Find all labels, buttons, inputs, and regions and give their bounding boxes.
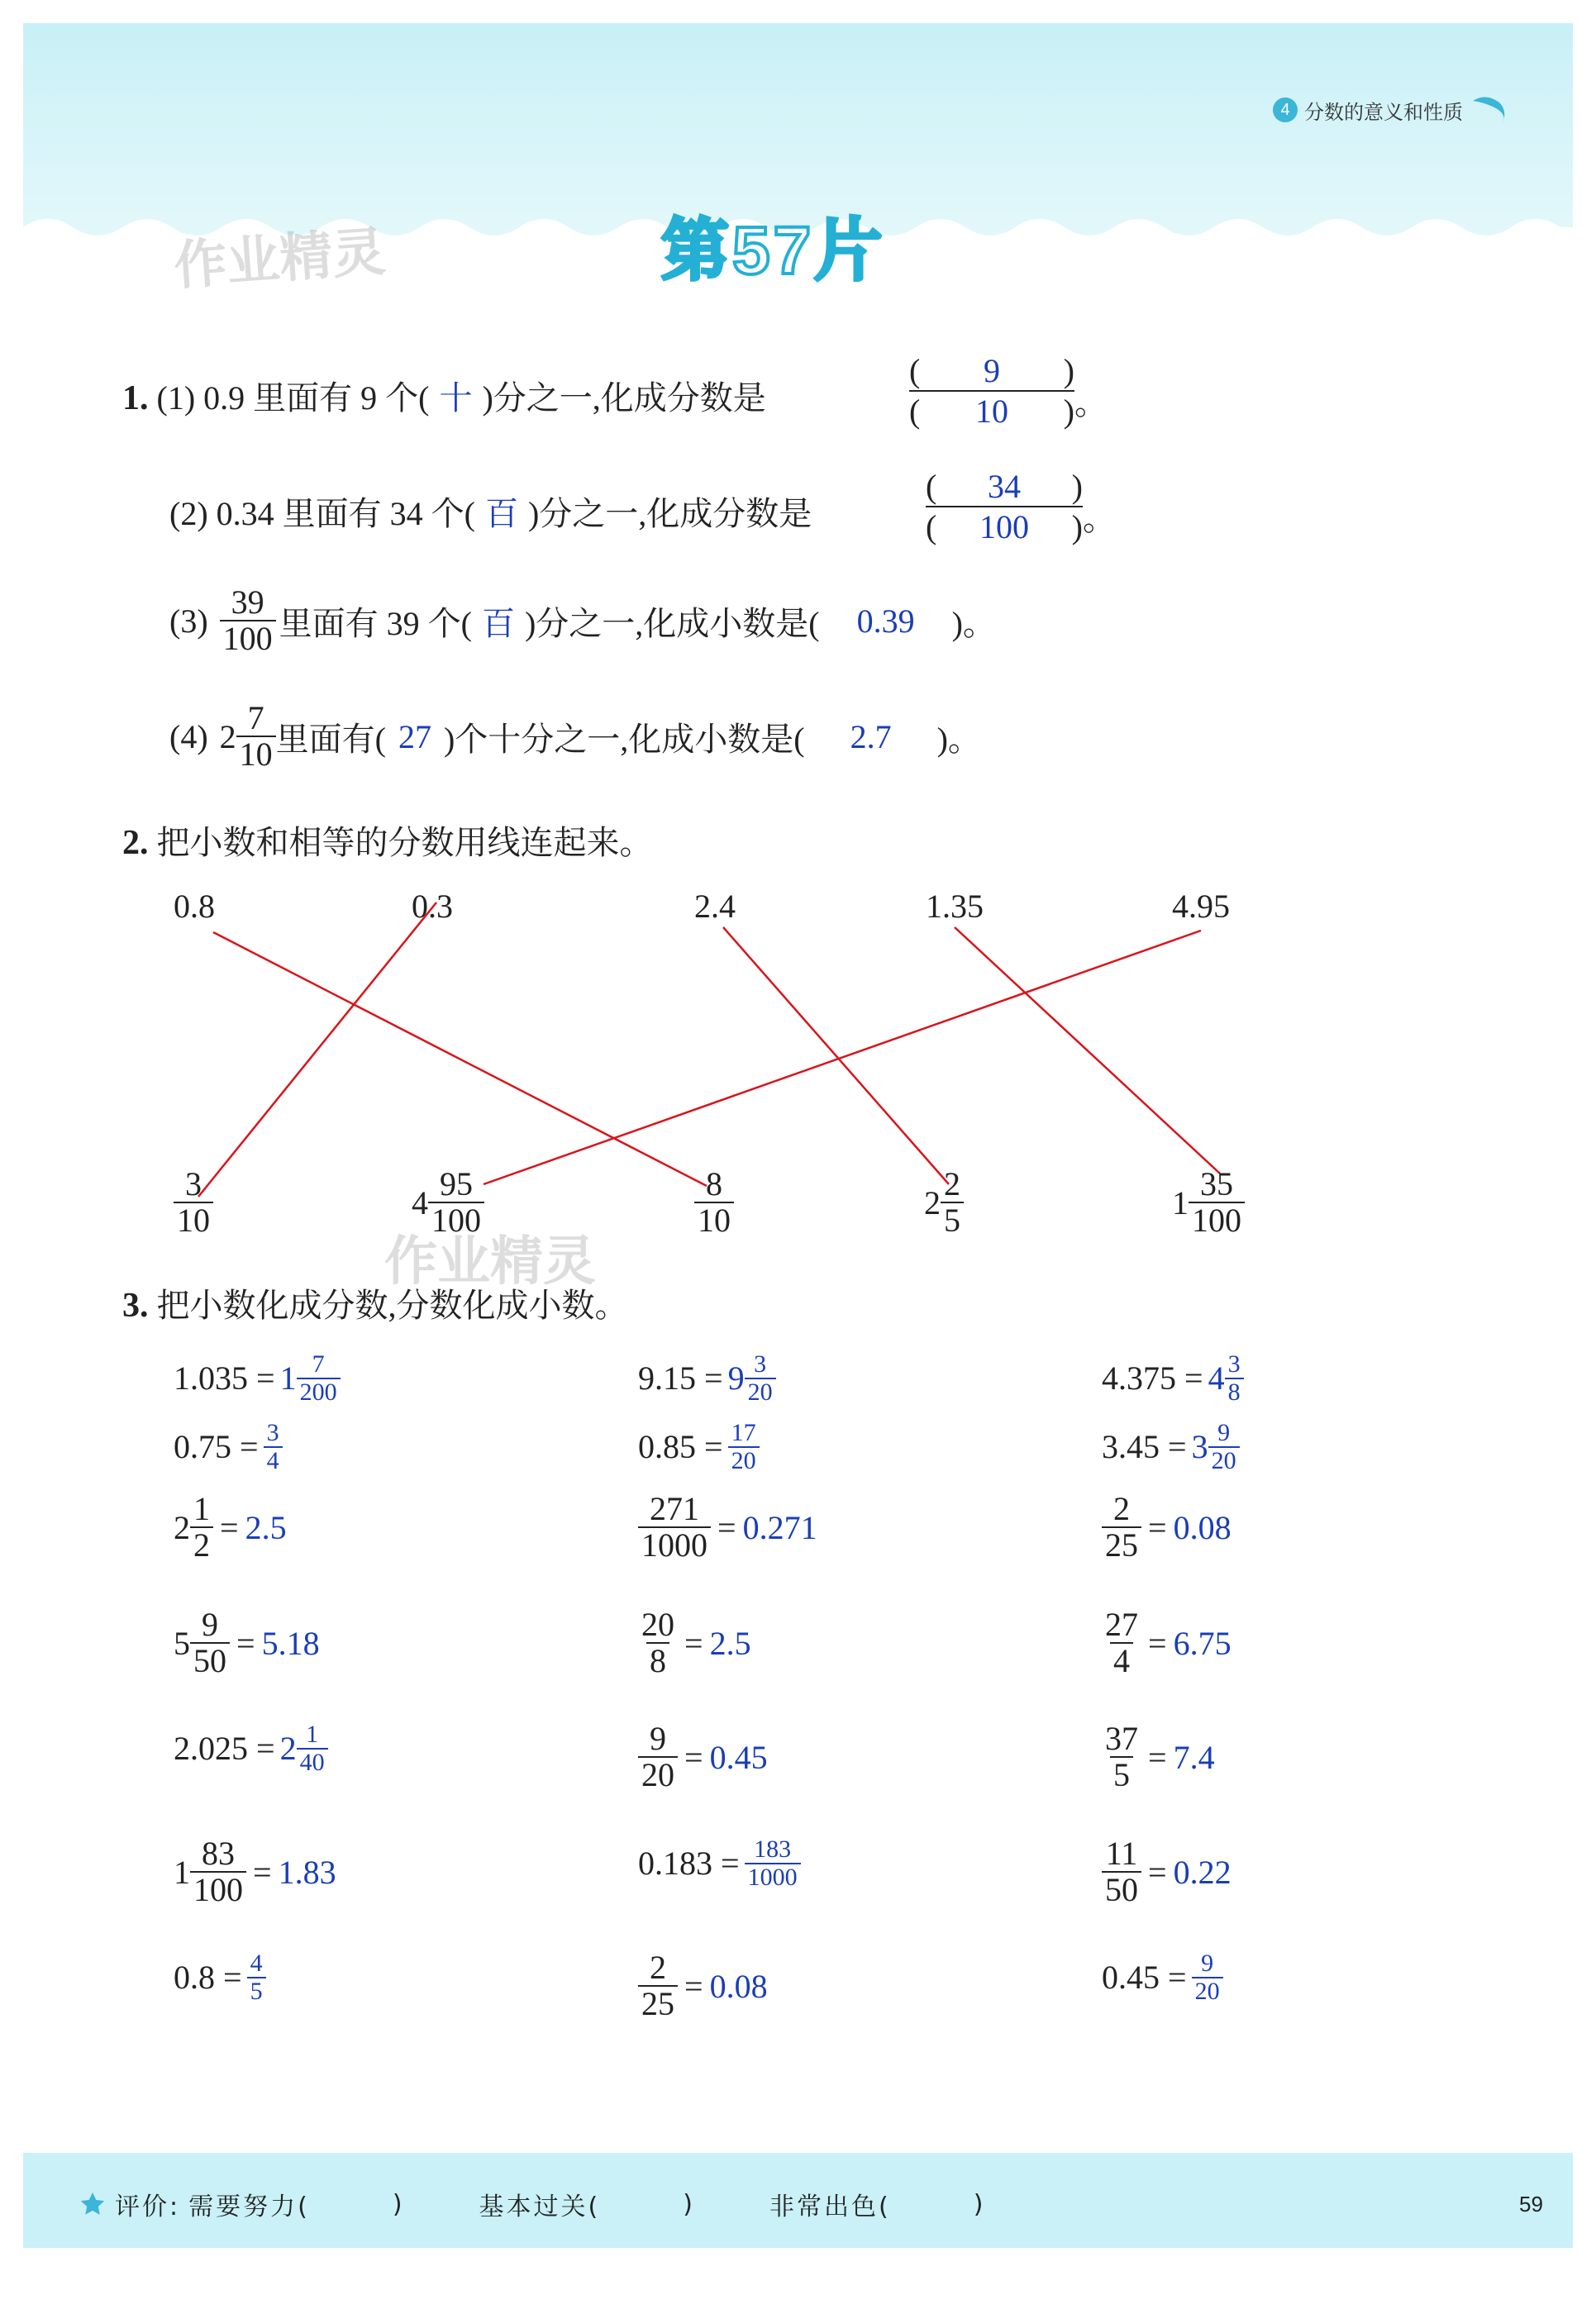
answer-fraction-denominator: 4 [264,1446,283,1474]
q3-answer [728,1351,776,1405]
whole: 4 [412,1183,428,1221]
q3-answer: 7.4 [1173,1738,1215,1776]
q2-bottom-8/10 [694,1167,734,1238]
question-fraction-denominator: 20 [638,1756,678,1793]
question-fraction-numerator: 271 [650,1490,699,1527]
q3-question: 0.85 = [638,1428,723,1465]
q1-1-fraction: ( 9 ) ( 10 ) [909,352,1074,430]
q3-item-f3 [1102,1836,1232,1907]
q2-bottom-3/10 [174,1167,213,1238]
question-fraction [1102,1836,1141,1907]
answer-fraction-numerator: 1 [306,1721,319,1748]
q1-3-answer2: 0.39 [856,602,915,640]
question-fraction-numerator: 27 [1105,1606,1138,1643]
q3-item-d1 [174,1607,320,1678]
q3-item-c3 [1102,1492,1232,1563]
q1-4-denominator: 10 [236,736,276,772]
chapter-title: 分数的意义和性质 [1304,101,1463,124]
q3-number: 3. [122,1287,149,1325]
answer-fraction [297,1351,341,1405]
q3-answer [247,1950,266,2004]
q3-item-g1 [174,1950,266,2004]
q3-question: 0.183 = [638,1845,740,1882]
q1-2-denominator: 100 [979,508,1029,545]
q3-question: 0.75 = [174,1428,259,1465]
q1-4-numerator: 7 [247,699,264,736]
question-fraction [190,1607,230,1678]
answer-fraction [728,1420,760,1474]
q3-text: 把小数化成分数,分数化成小数。 [156,1287,628,1324]
question-fraction-numerator: 11 [1105,1835,1138,1872]
q3-item-d3 [1102,1607,1232,1678]
question-fraction-denominator: 1000 [638,1526,711,1563]
q1-3-text: )分之一,化成小数是( [524,604,820,642]
question-whole: 5 [174,1624,190,1662]
q3-item-e3 [1102,1721,1215,1793]
q3-item-c1 [174,1492,287,1563]
q2-top-0.8: 0.8 [174,888,215,925]
answer-fraction-numerator: 9 [1201,1950,1214,1977]
equals-sign: = [1148,1738,1167,1776]
evaluation-label: 评价: [115,2193,181,2221]
denominator: 100 [1189,1202,1245,1238]
q3-answer [745,1836,801,1890]
answer-fraction [297,1721,328,1775]
q3-answer [1192,1950,1223,2004]
q1-2-answer: 百 [484,495,518,532]
whole: 1 [1172,1183,1189,1221]
q1-2-text: 0.34 里面有 34 个( [216,495,475,532]
equals-sign: = [684,1738,703,1776]
q3-question: 9.15 = [638,1359,723,1397]
q3-answer [728,1420,760,1474]
answer-fraction-numerator: 9 [1217,1419,1231,1446]
answer-fraction-numerator: 3 [1227,1350,1241,1378]
question-fraction [638,1492,711,1563]
question-fraction-denominator: 5 [1110,1756,1133,1793]
q3-prompt [122,1279,628,1326]
q1-3-label: (3) [169,602,208,640]
question-fraction [1102,1492,1141,1563]
numerator: 2 [944,1165,960,1202]
numerator: 3 [185,1165,202,1202]
question-fraction-denominator: 2 [190,1526,213,1563]
q1-3-numerator: 39 [231,583,264,621]
q3-answer [280,1351,341,1405]
question-whole: 1 [174,1853,190,1891]
q1-3-denominator: 100 [220,620,276,656]
question-fraction-denominator: 25 [1102,1526,1141,1563]
answer-fraction-denominator: 200 [297,1378,341,1406]
q1-1-label: (1) [156,379,196,417]
watermark: 作业精灵 [384,1231,596,1291]
whole: 2 [924,1183,941,1221]
q2-bottom-2-2/5 [924,1167,964,1238]
question-fraction [638,1607,678,1678]
q3-question: 0.8 = [174,1959,242,1996]
answer-fraction-numerator: 3 [266,1419,279,1446]
q1-1-end: 。 [1074,384,1108,421]
answer-fraction-denominator: 5 [247,1977,266,2005]
q1-2-fraction: ( 34 ) ( 100 ) [926,468,1083,545]
q2-top-2.4: 2.4 [694,888,736,925]
numerator: 35 [1200,1165,1233,1202]
q3-answer: 0.08 [1173,1508,1232,1546]
q3-question: 3.45 = [1102,1428,1187,1465]
equals-sign: = [717,1508,736,1546]
q3-question: 2.025 = [174,1730,275,1767]
q3-answer: 5.18 [261,1624,320,1662]
equals-sign: = [684,1967,703,2005]
q1-4-text: 里面有( [275,720,386,758]
equals-sign: = [1148,1853,1167,1891]
question-fraction-numerator: 83 [202,1835,235,1872]
paren-close: ) [683,2189,695,2219]
question-fraction [638,1721,678,1793]
watermark: 作业精灵 [172,221,388,296]
equals-sign: = [253,1853,272,1891]
q3-answer [264,1420,283,1474]
numerator: 8 [706,1165,722,1202]
question-fraction [638,1950,678,2021]
equals-sign: = [684,1624,703,1662]
denominator: 10 [694,1202,734,1238]
answer-fraction-denominator: 1000 [745,1863,801,1891]
question-fraction-denominator: 8 [646,1642,669,1678]
q3-item-e1 [174,1721,328,1775]
q3-item-g2 [638,1950,768,2021]
answer-fraction-numerator: 7 [312,1350,325,1378]
answer-fraction [264,1420,283,1474]
q2-bottom-4-95/100 [412,1167,484,1238]
answer-fraction-numerator: 183 [754,1835,792,1863]
match-line [213,932,707,1186]
match-line [484,931,1201,1184]
page-number: 59 [1519,2192,1543,2216]
answer-fraction-denominator: 20 [1192,1977,1223,2005]
q3-item-b2 [638,1420,760,1474]
page-title: 第57片 [661,213,886,288]
answer-whole: 9 [727,1359,745,1397]
q1-2-text: )分之一,化成分数是 [527,495,812,532]
q2-top-1.35: 1.35 [926,888,984,925]
answer-fraction [745,1351,776,1405]
q1-4-whole: 2 [219,717,236,755]
q1-1-text: )分之一,化成分数是 [482,379,766,417]
question-fraction [1102,1721,1141,1793]
eval-option-needs-effort[interactable]: 需要努力( [188,2193,310,2221]
answer-fraction [1208,1420,1240,1474]
q3-question: 1.035 = [174,1359,275,1397]
q1-4-end: )。 [936,720,981,758]
answer-fraction-denominator: 20 [745,1378,776,1406]
answer-fraction [745,1836,801,1890]
q3-answer: 0.271 [742,1508,817,1546]
q3-item-a1 [174,1351,341,1405]
q1-3-text: 里面有 39 个( [279,604,472,642]
q3-answer [1208,1351,1244,1405]
question-fraction [190,1492,213,1563]
answer-fraction-denominator: 8 [1225,1378,1244,1406]
equals-sign: = [236,1624,255,1662]
q3-question: 4.375 = [1102,1359,1203,1397]
q1-number: 1. [122,379,149,417]
q3-item-g3 [1102,1950,1223,2004]
question-fraction-numerator: 20 [641,1606,674,1643]
q3-answer: 0.45 [709,1738,768,1776]
q3-item-d2 [638,1607,751,1678]
question-fraction-numerator: 9 [650,1720,666,1757]
question-fraction-numerator: 9 [202,1606,218,1643]
q3-item-f1 [174,1836,336,1907]
q1-3-end: )。 [951,604,996,642]
q3-item-a3 [1102,1351,1244,1405]
answer-fraction-denominator: 20 [1208,1446,1240,1474]
q1-4-answer2: 2.7 [850,717,892,755]
answer-fraction [247,1950,266,2004]
q1-4-text: )个十分之一,化成小数是( [443,720,805,758]
chapter-number-badge: 4 [1273,98,1298,122]
answer-fraction [1225,1351,1244,1405]
q1-1-denominator: 10 [975,393,1008,430]
q3-answer [1192,1420,1240,1474]
question-fraction-denominator: 100 [190,1871,246,1907]
q3-question: 0.45 = [1102,1959,1187,1996]
question-fraction-numerator: 37 [1105,1720,1138,1757]
denominator: 100 [428,1202,484,1238]
q1-4-answer: 27 [398,717,431,755]
q3-answer: 2.5 [245,1508,287,1546]
q3-answer: 1.83 [278,1853,336,1891]
q2-top-4.95: 4.95 [1172,888,1230,925]
equals-sign: = [1148,1508,1167,1546]
q3-item-c2 [638,1492,817,1563]
q1-1-answer: 十 [439,379,473,417]
eval-option-excellent[interactable]: 非常出色( [769,2193,891,2221]
star-icon [79,2190,107,2218]
match-line [955,927,1220,1174]
q2-number: 2. [122,824,149,862]
q3-answer: 2.5 [709,1624,751,1662]
evaluation-row [79,2186,985,2222]
question-fraction-numerator: 2 [1113,1490,1130,1527]
paren-close: ) [392,2189,405,2219]
answer-fraction-denominator: 40 [297,1748,328,1776]
q1-3-answer: 百 [481,604,515,642]
q3-item-a2 [638,1351,776,1405]
answer-whole: 2 [279,1730,297,1767]
match-line [198,902,436,1197]
answer-whole: 4 [1208,1359,1225,1397]
equals-sign: = [220,1508,239,1546]
question-fraction-denominator: 50 [1102,1871,1141,1907]
answer-fraction [1192,1950,1223,2004]
question-fraction-numerator: 1 [193,1490,210,1527]
question-fraction-numerator: 2 [650,1949,666,1986]
q1-2-end: 。 [1083,500,1116,537]
q2-text: 把小数和相等的分数用线连起来。 [156,824,653,861]
q3-item-b1 [174,1420,283,1474]
q1-4-label: (4) [169,717,208,755]
equals-sign: = [1148,1624,1167,1662]
q1-2-label: (2) [169,495,208,532]
answer-fraction-numerator: 4 [250,1950,263,1977]
q3-item-f2 [638,1836,801,1890]
paren-close: ) [973,2189,986,2219]
match-line [723,927,949,1184]
q3-item-e2 [638,1721,768,1793]
question-fraction [1102,1607,1141,1678]
answer-fraction-numerator: 17 [731,1419,756,1446]
q2-top-0.3: 0.3 [412,888,453,925]
denominator: 10 [174,1202,213,1238]
q2-bottom-1-35/100 [1172,1167,1245,1238]
eval-option-pass[interactable]: 基本过关( [479,2193,601,2221]
answer-whole: 1 [279,1359,297,1397]
q3-answer: 6.75 [1173,1624,1232,1662]
question-whole: 2 [174,1508,190,1546]
answer-fraction-denominator: 20 [728,1446,760,1474]
q3-item-b3 [1102,1420,1240,1474]
answer-whole: 3 [1191,1428,1208,1465]
question-fraction-denominator: 50 [190,1642,230,1678]
q1-1-text: 0.9 里面有 9 个( [203,379,430,417]
question-fraction-denominator: 4 [1110,1642,1133,1678]
q3-answer: 0.22 [1173,1853,1232,1891]
question-fraction-denominator: 25 [638,1985,678,2021]
q1-1-numerator: 9 [984,352,1000,389]
q1-2-numerator: 34 [988,468,1021,505]
denominator: 5 [941,1202,964,1238]
q3-answer: 0.08 [709,1967,768,2005]
numerator: 95 [440,1165,473,1202]
question-fraction [190,1836,246,1907]
q3-answer [280,1721,328,1775]
answer-fraction-numerator: 3 [754,1350,767,1378]
